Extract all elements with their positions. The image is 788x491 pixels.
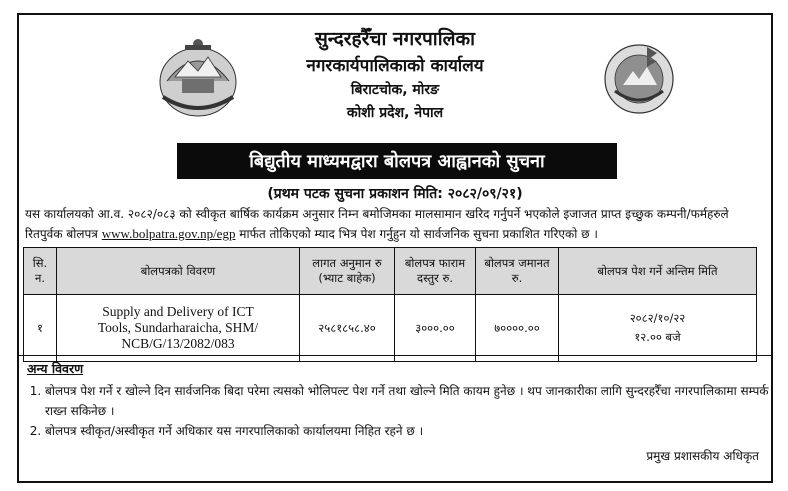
province-country: कोशी प्रदेश, नेपाल xyxy=(346,105,444,121)
paragraph-text-start: यस कार्यालयको आ.व. २०८२/०८३ को स्वीकृत बार्षिक कार्यक्रम अनुसार निम्न बमोजिमका मालसामान खरिद गर्नुपर्ने भएकोले इजाजत प्राप्त इच्छुक कम्पनी/फर्महरुले रितपुर्वक बोलपत्र xyxy=(25,207,729,241)
header-sn: सि. न. xyxy=(24,248,57,295)
deadline-date: २०८२/१०/२२ xyxy=(629,311,686,325)
notice-title: बिद्युतीय माध्यमद्वारा बोलपत्र आह्वानको सुचना xyxy=(177,143,617,179)
header-form-fee: बोलपत्र फाराम दस्तुर रु. xyxy=(395,248,476,295)
paragraph-text-end: मार्फत तोकिएको म्याद भित्र पेश गर्नुहुन यो सार्वजनिक सुचना प्रकाशित गरिएको छ । xyxy=(239,227,598,241)
bid-table xyxy=(23,247,757,362)
office-address: बिराटचोक, मोरङ xyxy=(350,82,440,98)
deadline-time: १२.०० बजे xyxy=(634,330,681,344)
office-name: नगरकार्यपालिकाको कार्यालय xyxy=(306,56,484,76)
publication-date: (प्रथम पटक सुचना प्रकाशन मिति: २०८२/०९/२१) xyxy=(267,186,523,202)
table-header-row xyxy=(24,248,757,295)
other-details-heading: अन्य विवरण xyxy=(27,361,84,376)
notice-frame xyxy=(17,13,773,483)
cell-bid-bond: ७००००.०० xyxy=(476,295,559,362)
other-details-list xyxy=(19,381,788,441)
signatory-title: प्रमुख प्रशासकीय अधिकृत xyxy=(646,449,759,463)
bolpatra-link[interactable]: www.bolpatra.gov.np/egp xyxy=(101,226,236,241)
header-cost-estimate: लागत अनुमान रु (भ्याट बाहेक) xyxy=(300,248,395,295)
cell-form-fee: ३०००.०० xyxy=(395,295,476,362)
cell-sn: १ xyxy=(24,295,57,362)
list-item: 1. बोलपत्र पेश गर्ने र खोल्ने दिन सार्वजनिक बिदा परेमा त्यसको भोलिपल्ट पेश गर्ने तथा खोल्ने मिति कायम हुनेछ । थप जानकारीका लागि सुन्दरहरैँचा नगरपालिकामा सम्पर्क राख्न सकिनेछ । xyxy=(45,381,788,421)
cell-deadline xyxy=(559,295,757,362)
header-bid-bond: बोलपत्र जमानत रु. xyxy=(476,248,559,295)
header-description: बोलपत्रको विवरण xyxy=(57,248,300,295)
table-row xyxy=(24,295,757,362)
list-item: 2. बोलपत्र स्वीकृत/अस्वीकृत गर्ने अधिकार यस नगरपालिकाको कार्यालयमा निहित रहने छ । xyxy=(45,421,788,441)
header-deadline: बोलपत्र पेश गर्ने अन्तिम मिति xyxy=(559,248,757,295)
section-divider xyxy=(19,355,771,356)
cell-cost-estimate: २५८१८५८.४० xyxy=(300,295,395,362)
municipality-name: सुन्दरहरैँचा नगरपालिका xyxy=(314,28,476,50)
notice-paragraph xyxy=(25,204,770,244)
cell-description: Supply and Delivery of ICT Tools, Sundarharaicha, SHM/ NCB/G/13/2082/083 xyxy=(57,295,300,362)
